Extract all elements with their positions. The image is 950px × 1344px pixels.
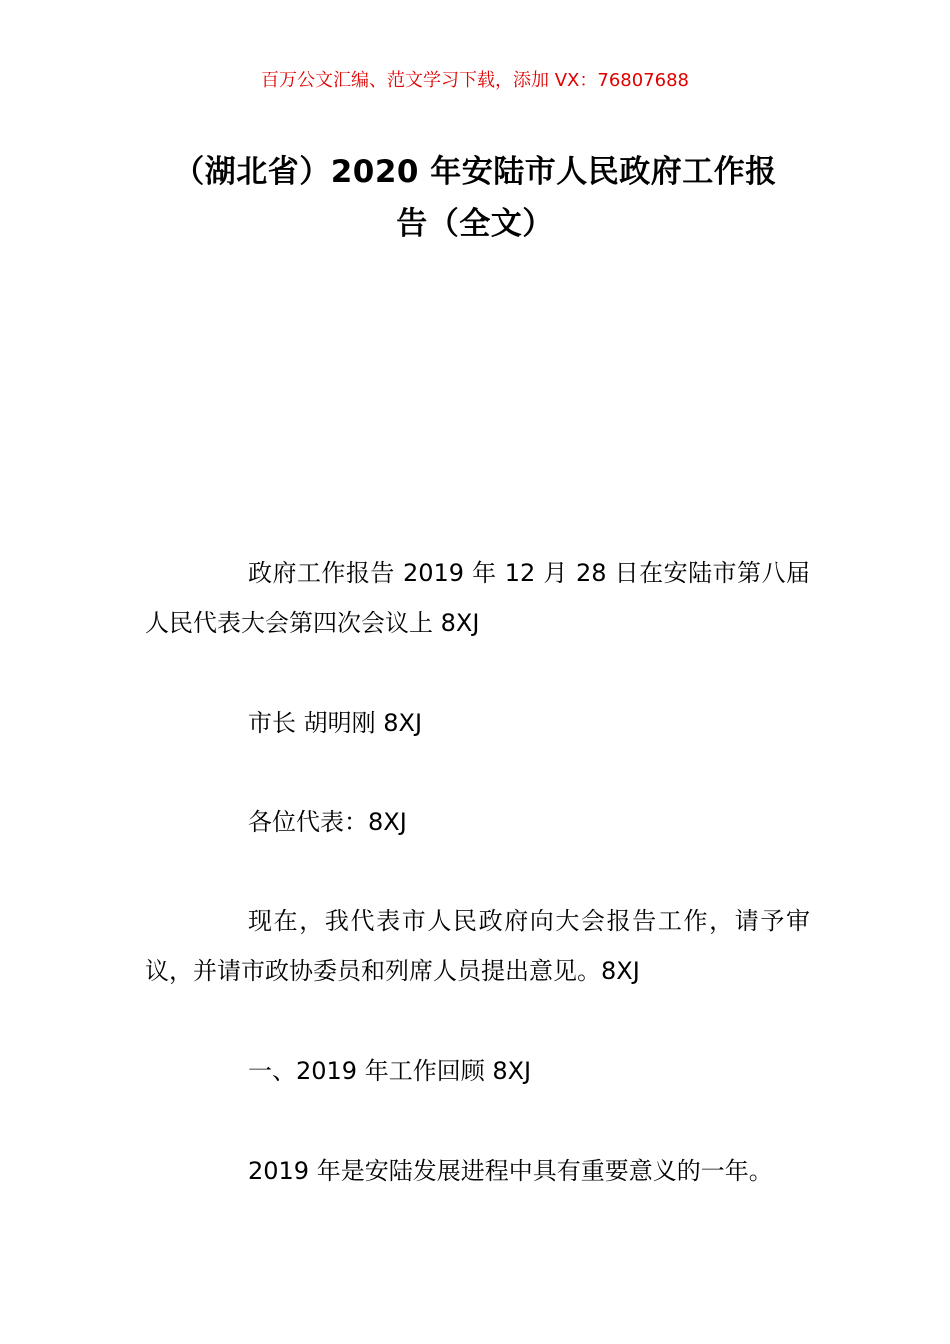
paragraph-report-intro: 政府工作报告 2019 年 12 月 28 日在安陆市第八届人民代表大会第四次会议上 8XJ bbox=[145, 559, 810, 637]
promo-header-note: 百万公文汇编、范文学习下载，添加 VX：76807688 bbox=[261, 70, 689, 91]
document-title bbox=[145, 146, 805, 250]
paragraph-salutation: 各位代表：8XJ bbox=[248, 808, 407, 836]
document-title-line-2: 告（全文） bbox=[396, 206, 554, 242]
paragraph-opening-statement: 现在，我代表市人民政府向大会报告工作，请予审议，并请市政协委员和列席人员提出意见。8XJ bbox=[145, 907, 810, 985]
paragraph-mayor-name: 市长 胡明刚 8XJ bbox=[248, 709, 423, 737]
document-title-line-1: （湖北省）2020 年安陆市人民政府工作报 bbox=[173, 154, 777, 190]
paragraph-review-start: 2019 年是安陆发展进程中具有重要意义的一年。 bbox=[248, 1157, 773, 1185]
section-heading-review: 一、2019 年工作回顾 8XJ bbox=[248, 1057, 532, 1085]
